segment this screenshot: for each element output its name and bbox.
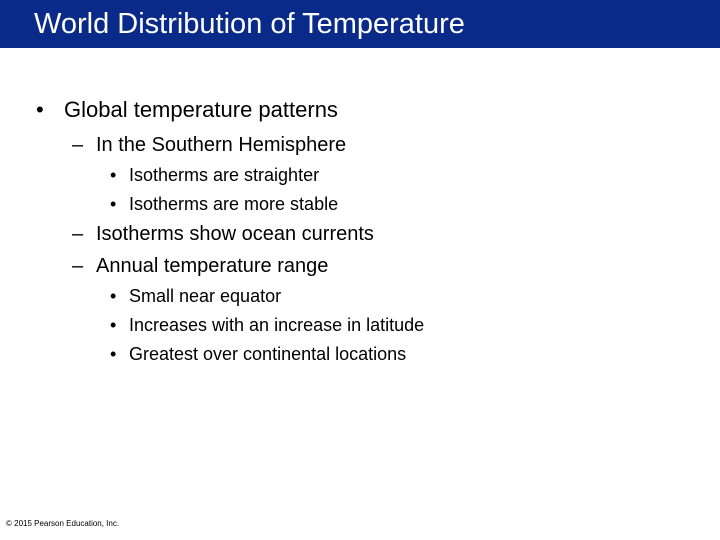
bullet-marker: •: [110, 315, 117, 335]
bullet-marker: •: [36, 97, 44, 122]
bullet-marker: •: [110, 286, 117, 306]
bullet-marker: •: [110, 165, 117, 185]
dash-marker: –: [72, 255, 84, 277]
bullet-marker: •: [110, 344, 117, 364]
sub-bullet-southern-hemisphere: In the Southern Hemisphere: [96, 134, 347, 156]
dash-marker: –: [72, 223, 84, 245]
title-bar: [0, 0, 720, 48]
copyright-footer: © 2015 Pearson Education, Inc.: [6, 519, 120, 528]
dash-marker: –: [72, 134, 84, 156]
sub-sub-bullet-straighter: Isotherms are straighter: [129, 165, 320, 185]
sub-bullet-annual-temperature-range: Annual temperature range: [96, 255, 329, 277]
bullet-global-temperature-patterns: Global temperature patterns: [64, 97, 338, 122]
sub-sub-bullet-increases-with-latitude: Increases with an increase in latitude: [129, 315, 425, 335]
bullet-marker: •: [110, 194, 117, 214]
sub-sub-bullet-greatest-continental: Greatest over continental locations: [129, 344, 407, 364]
sub-bullet-ocean-currents: Isotherms show ocean currents: [96, 223, 374, 245]
sub-sub-bullet-more-stable: Isotherms are more stable: [129, 194, 339, 214]
sub-sub-bullet-small-near-equator: Small near equator: [129, 286, 282, 306]
slide-title: World Distribution of Temperature: [34, 8, 465, 40]
